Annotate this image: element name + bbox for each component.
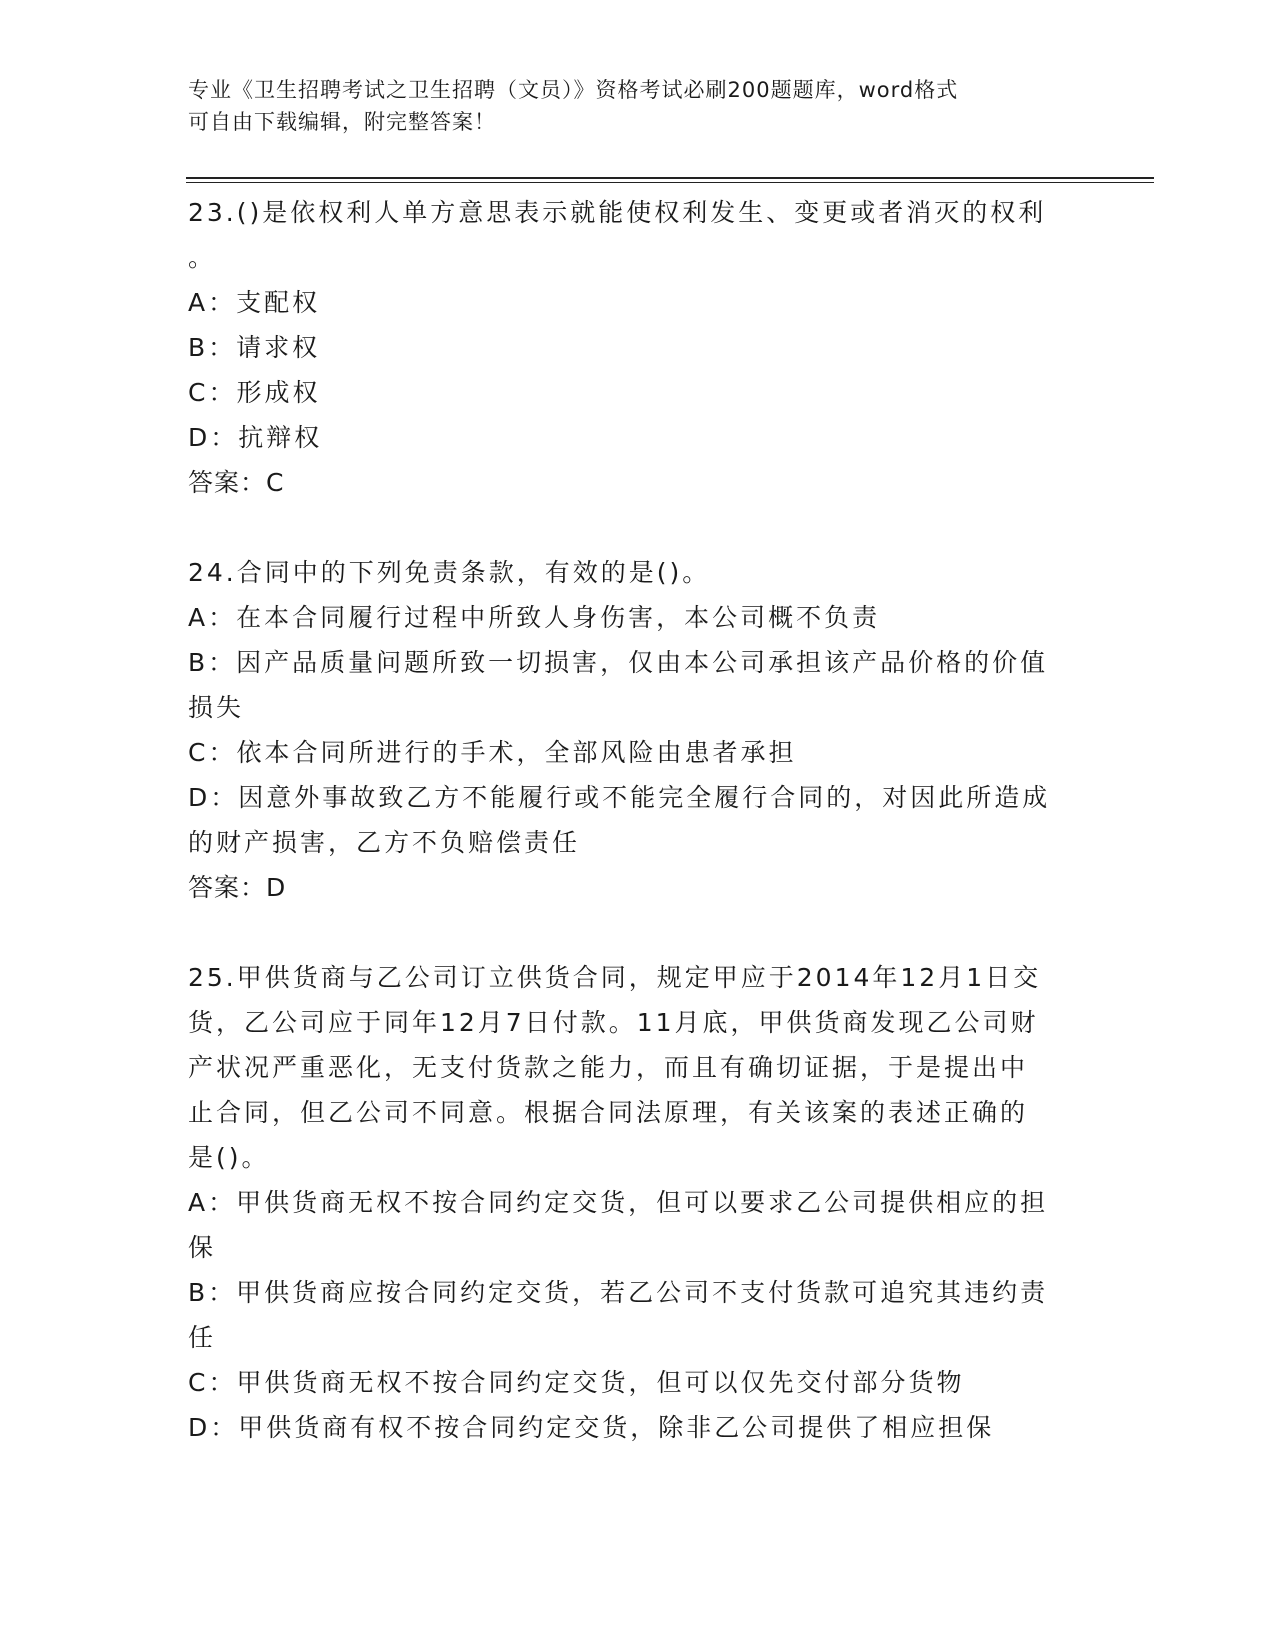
option-b: B：请求权 [188,333,321,362]
header-line-2: 可自由下载编辑，附完整答案！ [188,110,496,134]
question-stem: 25.甲供货商与乙公司订立供货合同，规定甲应于2014年12月1日交 [188,963,1042,992]
question-stem: 。 [188,243,217,272]
question-spacer [188,505,1088,550]
header-divider-thick [186,177,1154,179]
option-a: A：支配权 [188,288,321,317]
header-divider-thin [186,182,1154,183]
option-d: D：因意外事故致乙方不能履行或不能完全履行合同的，对因此所造成 [188,783,1051,812]
document-header [188,74,1068,138]
question-stem: 是()。 [188,1143,270,1172]
question-stem: 产状况严重恶化，无支付货款之能力，而且有确切证据，于是提出中 [188,1053,1029,1082]
option-d: D：甲供货商有权不按合同约定交货，除非乙公司提供了相应担保 [188,1413,995,1442]
question-25 [188,955,1088,1450]
option-a: A：在本合同履行过程中所致人身伤害，本公司概不负责 [188,603,881,632]
option-b: B：甲供货商应按合同约定交货，若乙公司不支付货款可追究其违约责 [188,1278,1049,1307]
question-stem: 止合同，但乙公司不同意。根据合同法原理，有关该案的表述正确的 [188,1098,1029,1127]
option-c: C：甲供货商无权不按合同约定交货，但可以仅先交付部分货物 [188,1368,965,1397]
question-stem: 23.()是依权利人单方意思表示就能使权利发生、变更或者消灭的权利 [188,198,1047,227]
option-d-continued: 的财产损害，乙方不负赔偿责任 [188,828,581,857]
question-list [188,190,1088,1450]
option-c: C：依本合同所进行的手术，全部风险由患者承担 [188,738,797,767]
option-c: C：形成权 [188,378,321,407]
question-stem: 24.合同中的下列免责条款，有效的是()。 [188,558,711,587]
question-spacer [188,910,1088,955]
answer: 答案：D [188,873,287,902]
answer: 答案：C [188,468,285,497]
header-line-1: 专业《卫生招聘考试之卫生招聘（文员）》资格考试必刷200题题库，word格式 [188,78,959,102]
option-a-continued: 保 [188,1233,217,1262]
question-23 [188,190,1088,505]
question-stem: 货，乙公司应于同年12月7日付款。11月底，甲供货商发现乙公司财 [188,1008,1039,1037]
option-d: D：抗辩权 [188,423,323,452]
option-b-continued: 任 [188,1323,217,1352]
option-b-continued: 损失 [188,693,245,722]
option-b: B：因产品质量问题所致一切损害，仅由本公司承担该产品价格的价值 [188,648,1049,677]
question-24 [188,550,1088,910]
option-a: A：甲供货商无权不按合同约定交货，但可以要求乙公司提供相应的担 [188,1188,1049,1217]
